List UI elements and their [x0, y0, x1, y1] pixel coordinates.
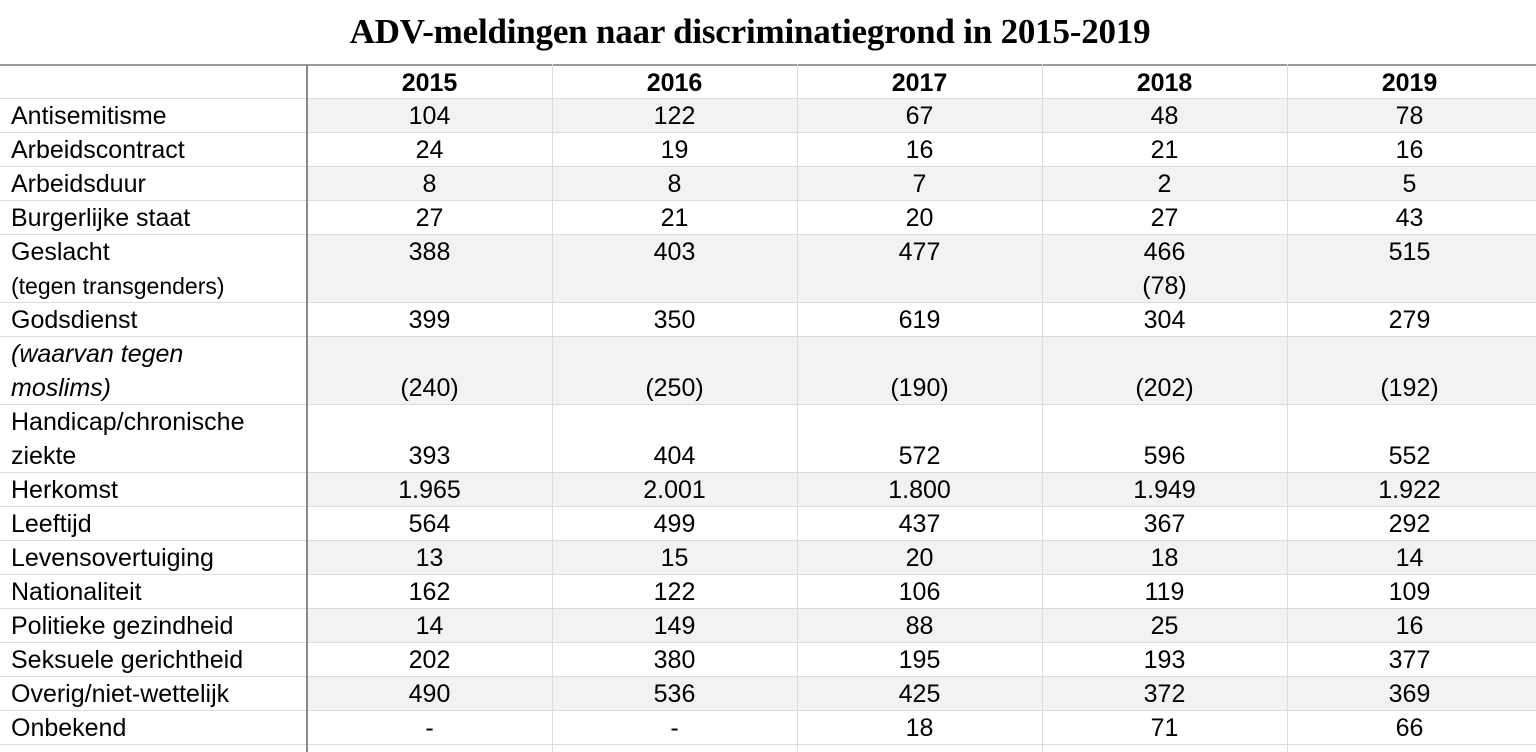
table-title: ADV-meldingen naar discriminatiegrond in 2015-2019	[349, 12, 1151, 51]
table-cell: 14	[1395, 544, 1424, 572]
data-table	[0, 64, 1536, 752]
table-cell: 367	[1143, 510, 1186, 538]
table-cell: 20	[905, 204, 934, 232]
table-cell: 122	[653, 578, 696, 606]
table-cell: 515	[1388, 238, 1431, 266]
table-cell: 43	[1395, 204, 1424, 232]
table-cell: 18	[905, 714, 934, 742]
row-label: Arbeidsduur	[11, 170, 146, 198]
table-cell: 1.965	[398, 476, 461, 504]
table-cell: 1.922	[1378, 476, 1441, 504]
row-label-continued: moslims)	[11, 374, 111, 402]
table-cell: 162	[408, 578, 451, 606]
row-label: Politieke gezindheid	[11, 612, 234, 640]
table-cell: 8	[422, 170, 437, 198]
table-cell: 1.949	[1133, 476, 1196, 504]
table-cell: 292	[1388, 510, 1431, 538]
table-cell: 21	[660, 204, 689, 232]
table-cell: (240)	[400, 374, 459, 402]
table-cell: 2.001	[643, 476, 706, 504]
table-cell: 193	[1143, 646, 1186, 674]
row-label: Levensovertuiging	[11, 544, 214, 572]
table-cell: 572	[898, 442, 941, 470]
row-label-continued: ziekte	[11, 442, 77, 470]
table-cell: 71	[1150, 714, 1179, 742]
table-cell: 27	[415, 204, 444, 232]
table-cell: 5	[1402, 170, 1417, 198]
row-label: Leeftijd	[11, 510, 92, 538]
table-cell: 78	[1395, 102, 1424, 130]
table-cell: 552	[1388, 442, 1431, 470]
table-cell: 27	[1150, 204, 1179, 232]
column-header-2015: 2015	[401, 69, 458, 97]
table-cell: 8	[667, 170, 682, 198]
table-cell: 202	[408, 646, 451, 674]
table-cell-sub: (78)	[1142, 272, 1187, 300]
table-cell: 372	[1143, 680, 1186, 708]
table-cell: 477	[898, 238, 941, 266]
column-header-2017: 2017	[891, 69, 948, 97]
table-cell: 1.800	[888, 476, 951, 504]
table-cell: 21	[1150, 136, 1179, 164]
table-cell: 119	[1144, 578, 1185, 606]
row-label: Burgerlijke staat	[11, 204, 191, 232]
table-cell: -	[670, 714, 679, 742]
table-cell: 279	[1388, 306, 1431, 334]
table-cell: 564	[408, 510, 451, 538]
row-label: Seksuele gerichtheid	[11, 646, 244, 674]
table-cell: 399	[408, 306, 451, 334]
row-label: Geslacht	[11, 238, 110, 266]
table-cell: 619	[898, 306, 941, 334]
table-cell: 377	[1388, 646, 1431, 674]
table-cell: 388	[408, 238, 451, 266]
table-cell: (192)	[1380, 374, 1439, 402]
table-cell: 466	[1143, 238, 1186, 266]
table-cell: 66	[1395, 714, 1424, 742]
row-label: Overig/niet-wettelijk	[11, 680, 230, 708]
table-cell: 490	[408, 680, 451, 708]
table-cell: 404	[653, 442, 696, 470]
table-cell: 19	[660, 136, 689, 164]
row-label: Onbekend	[11, 714, 127, 742]
table-cell: 7	[912, 170, 927, 198]
table-cell: 109	[1388, 578, 1431, 606]
table-cell: 20	[905, 544, 934, 572]
table-cell: 149	[653, 612, 696, 640]
table-cell: 67	[905, 102, 934, 130]
table-cell: 48	[1150, 102, 1179, 130]
table-cell: 437	[898, 510, 941, 538]
table-cell: 536	[653, 680, 696, 708]
table-cell: -	[425, 714, 434, 742]
table-cell: 122	[653, 102, 696, 130]
row-label: Nationaliteit	[11, 578, 142, 606]
table-cell: 393	[408, 442, 451, 470]
table-cell: 16	[1395, 612, 1424, 640]
table-cell: 425	[898, 680, 941, 708]
row-label: Handicap/chronische	[11, 408, 245, 436]
table-cell: 88	[905, 612, 934, 640]
table-cell: (250)	[645, 374, 704, 402]
table-cell: 16	[1395, 136, 1424, 164]
table-cell: 24	[415, 136, 444, 164]
column-header-2019: 2019	[1381, 69, 1438, 97]
table-cell: 15	[660, 544, 689, 572]
table-cell: 195	[898, 646, 941, 674]
row-label-continued: (tegen transgenders)	[11, 273, 225, 299]
row-label: Herkomst	[11, 476, 118, 504]
table-cell: 104	[408, 102, 451, 130]
row-label: Arbeidscontract	[11, 136, 185, 164]
table-cell: 369	[1388, 680, 1431, 708]
table-cell: 18	[1150, 544, 1179, 572]
column-header-2016: 2016	[646, 69, 703, 97]
table-cell: 304	[1143, 306, 1186, 334]
table-cell: 14	[415, 612, 444, 640]
table-cell: 16	[905, 136, 934, 164]
table-cell: 596	[1143, 442, 1186, 470]
table-cell: (190)	[890, 374, 949, 402]
row-label: (waarvan tegen	[11, 340, 184, 368]
row-label: Antisemitisme	[11, 102, 167, 130]
table-cell: (202)	[1135, 374, 1194, 402]
table-cell: 499	[653, 510, 696, 538]
table-cell: 350	[653, 306, 696, 334]
table-cell: 25	[1150, 612, 1179, 640]
table-cell: 106	[898, 578, 941, 606]
column-header-2018: 2018	[1136, 69, 1193, 97]
table-cell: 2	[1157, 170, 1172, 198]
table-cell: 403	[653, 238, 696, 266]
table-cell: 380	[653, 646, 696, 674]
table-cell: 13	[415, 544, 444, 572]
row-label: Godsdienst	[11, 306, 138, 334]
